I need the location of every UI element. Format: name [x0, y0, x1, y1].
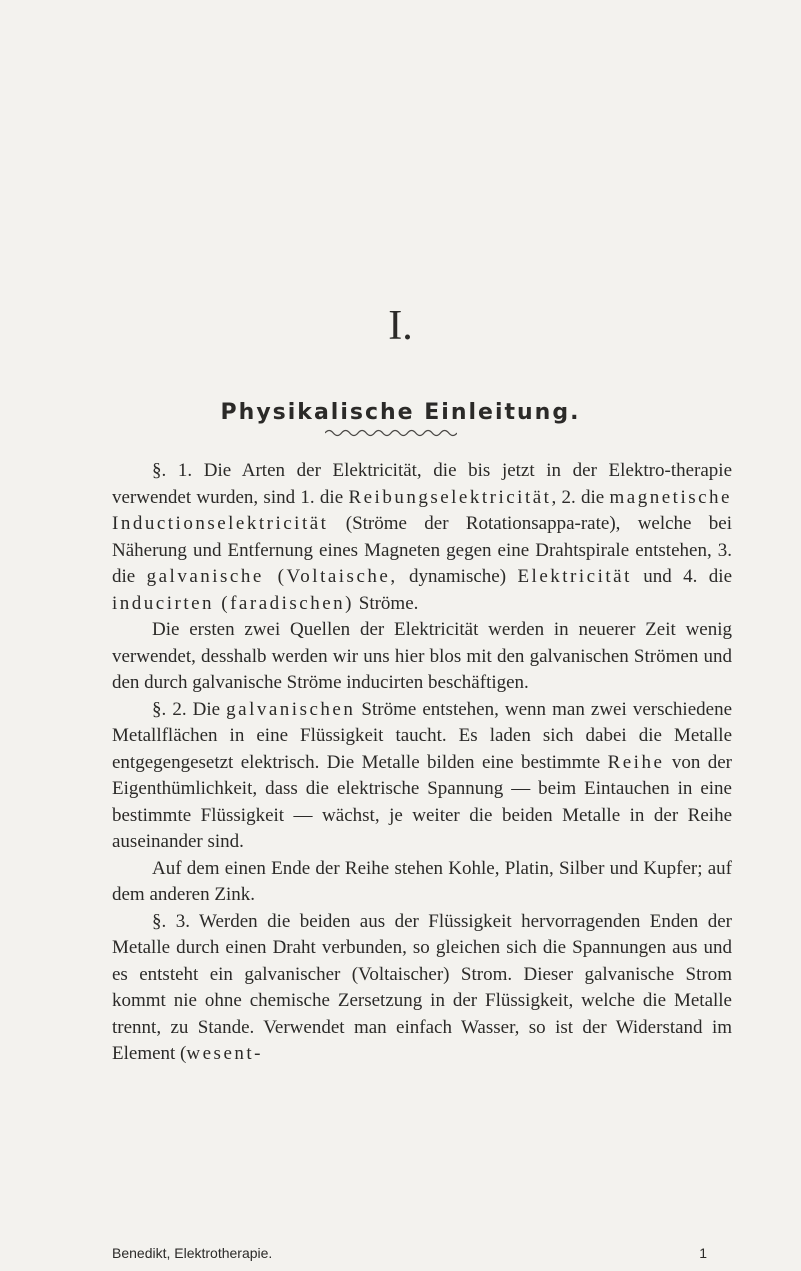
chapter-number: I.	[388, 303, 413, 349]
text-run: , 2. die	[551, 486, 610, 508]
emphasis-text: wesent-	[186, 1043, 263, 1064]
emphasis-text: galvanische (Voltaische,	[146, 566, 398, 587]
text-run: von der Eigenthümlichkeit, dass die elektrische Spannung — beim Eintauchen in eine bestimmte Flüssigkeit — wächst, je weiter die beiden Metalle in der Reihe auseinander sind.	[112, 751, 732, 852]
paragraph	[112, 909, 732, 1068]
text-run: dynamische)	[397, 566, 518, 587]
emphasis-text: magnetische Inductionselektricität	[112, 486, 732, 534]
text-run: und 4. die	[631, 566, 732, 587]
footer-author-title: Benedikt, Elektrotherapie.	[112, 1245, 273, 1261]
text-run: §. 1. Die Arten der Elektricität, die bis jetzt in der Elektro-therapie verwendet wurden, sind 1. die	[112, 460, 732, 508]
text-run: (Ströme der Rotationsappa-rate), welche bei Näherung und Entfernung eines Magneten gegen eine Drahtspirale entstehen, 3. die	[112, 513, 732, 587]
page-number: 1	[699, 1245, 707, 1261]
chapter-title: Physikalische Einleitung.	[220, 400, 581, 425]
text-run: Ströme.	[354, 592, 419, 614]
text-run: Ströme entstehen, wenn man zwei verschiedene Metallflächen in eine Flüssigkeit taucht. Es laden sich dabei die Metalle entgegengesetzt elektrisch. Die Metalle bilden eine bestimmte	[112, 698, 732, 773]
paragraph	[112, 458, 732, 617]
emphasis-text: Reihe	[607, 751, 665, 773]
emphasis-text: Elektricität	[517, 566, 632, 587]
body-text	[112, 458, 732, 1068]
emphasis-text: inducirten (faradischen)	[112, 592, 354, 614]
emphasis-text: Reibungselektricität	[348, 486, 552, 508]
title-ornament	[325, 428, 457, 438]
text-run: Die ersten zwei Quellen der Elektricität werden in neuerer Zeit wenig verwendet, desshalb werden wir uns hier blos mit den galvanischen Strömen und den durch galvanische Ströme inducirten beschäftigen.	[112, 619, 732, 693]
text-run: Auf dem einen Ende der Reihe stehen Kohle, Platin, Silber und Kupfer; auf dem anderen Zink.	[112, 857, 732, 905]
emphasis-text: galvanischen	[226, 698, 356, 720]
text-run: §. 3. Werden die beiden aus der Flüssigkeit hervorragenden Enden der Metalle durch einen Draht verbunden, so gleichen sich die Spannungen aus und es entsteht ein galvanischer (Voltaischer) Strom. Dieser galvanische Strom kommt nie ohne chemische Zersetzung in der Flüssigkeit, welche die Metalle trennt, zu Stande. Verwendet man einfach Wasser, so ist der Widerstand im Element (	[112, 910, 732, 1064]
text-run: §. 2. Die	[152, 698, 227, 720]
paragraph	[112, 617, 732, 697]
paragraph	[112, 856, 732, 909]
paragraph	[112, 697, 732, 856]
